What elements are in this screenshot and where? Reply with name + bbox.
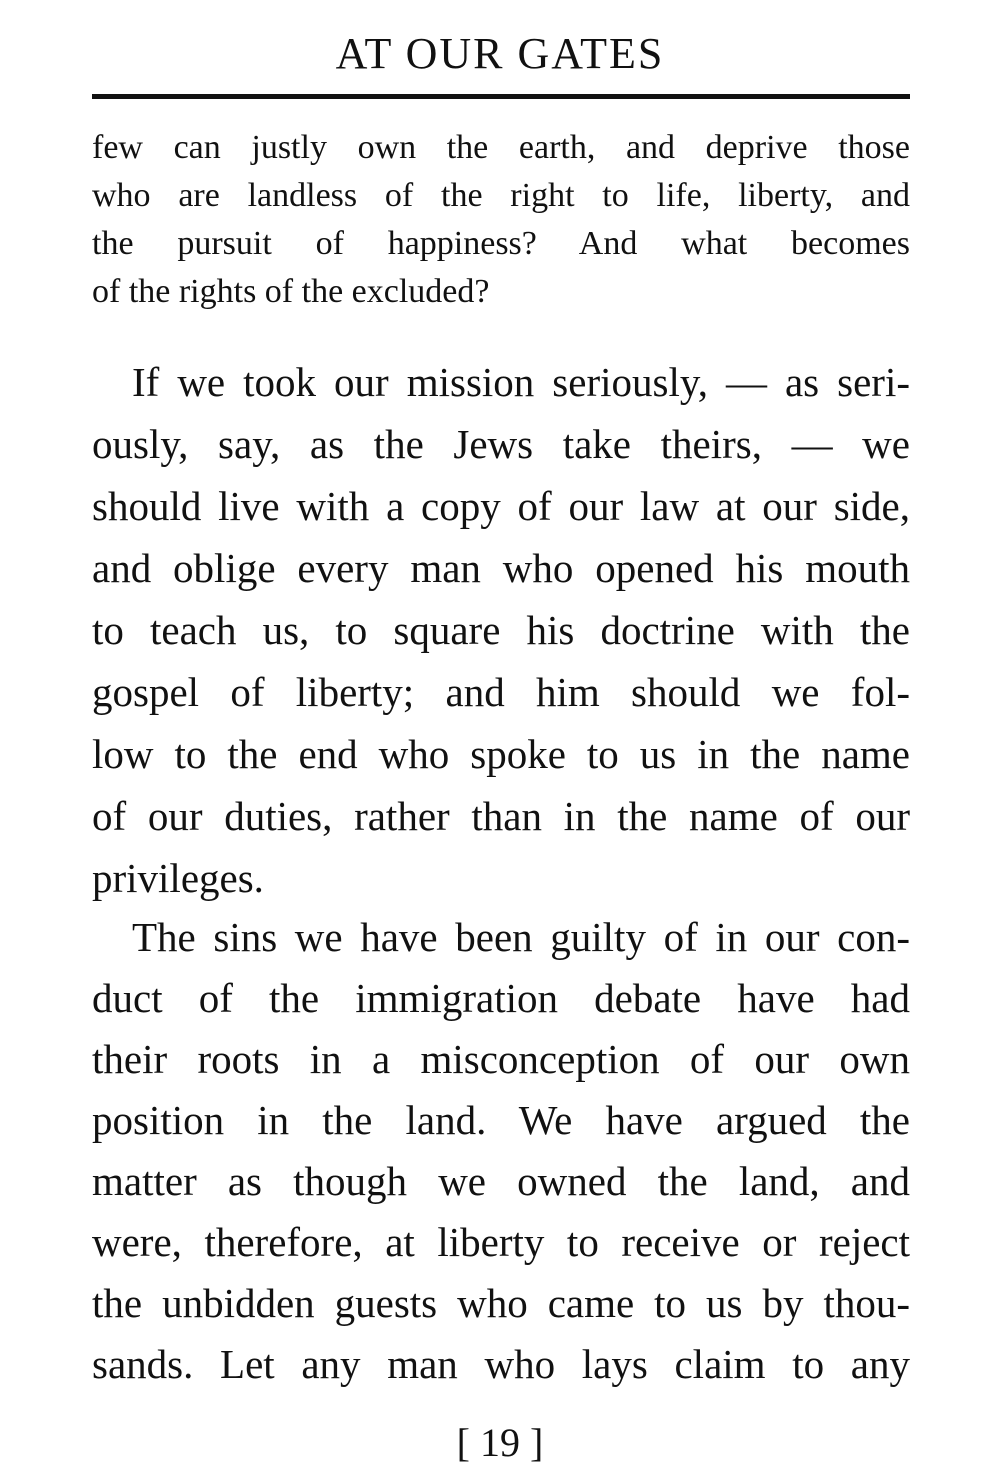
header-rule [92, 94, 910, 99]
text-line: gospel of liberty; and him should we fol- [92, 669, 910, 715]
page-number: [ 19 ] [456, 1420, 544, 1465]
text-line: privileges. [92, 855, 264, 901]
text-line: low to the end who spoke to us in the name [92, 731, 910, 777]
text-line: If we took our mission seriously, — as seri- [132, 359, 910, 405]
text-line: of the rights of the excluded? [92, 273, 490, 310]
text-line: few can justly own the earth, and deprive those [92, 129, 910, 166]
text-line: their roots in a misconception of our own [92, 1036, 910, 1082]
text-line: The sins we have been guilty of in our con- [132, 914, 910, 960]
text-line: ously, say, as the Jews take theirs, — we [92, 421, 910, 467]
text-line: should live with a copy of our law at our side, [92, 483, 910, 529]
text-line: who are landless of the right to life, liberty, and [92, 177, 910, 214]
text-line: of our duties, rather than in the name of our [92, 793, 910, 839]
text-line: and oblige every man who opened his mouth [92, 545, 910, 591]
text-line: were, therefore, at liberty to receive or reject [92, 1219, 910, 1265]
text-line: matter as though we owned the land, and [92, 1158, 910, 1204]
running-head: AT OUR GATES [335, 29, 665, 78]
text-line: duct of the immigration debate have had [92, 975, 910, 1021]
text-line: to teach us, to square his doctrine with the [92, 607, 910, 653]
text-line: position in the land. We have argued the [92, 1097, 910, 1143]
text-line: the pursuit of happiness? And what becomes [92, 225, 910, 262]
text-line: sands. Let any man who lays claim to any [92, 1341, 910, 1387]
text-line: the unbidden guests who came to us by thou- [92, 1280, 910, 1326]
